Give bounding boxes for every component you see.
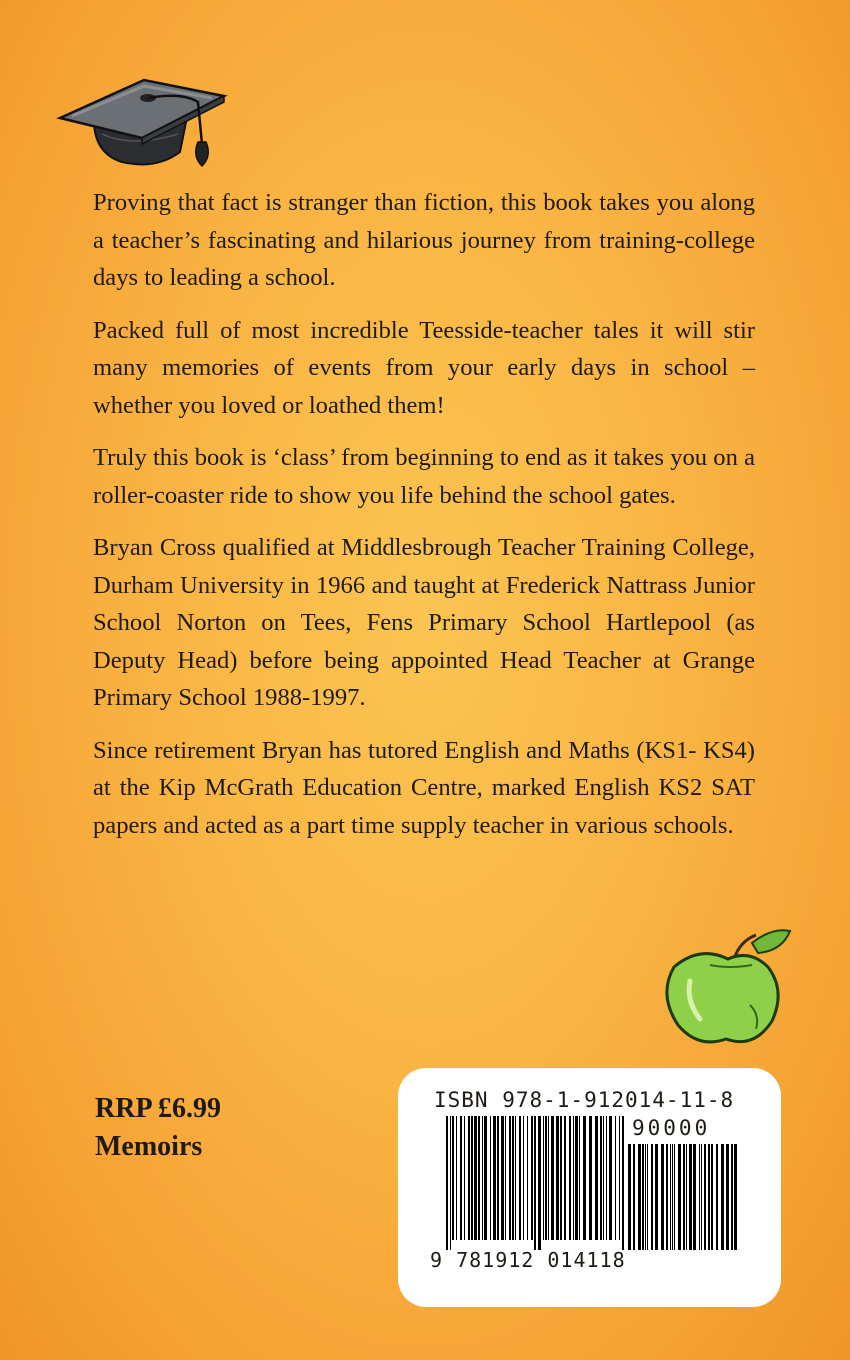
barcode-bar [564,1116,566,1240]
blurb-paragraph-1: Proving that fact is stranger than fiction, this book takes you along a teacher’s fascinating and hilarious journey from training-college days to leading a school. [93,189,755,291]
barcode-bar [672,1144,673,1250]
barcode-bar [464,1116,465,1240]
barcode-bar [484,1116,487,1240]
genre-label: Memoirs [95,1131,203,1162]
barcode-bar [615,1116,616,1240]
barcode-bar [512,1116,514,1240]
barcode-bar [655,1144,658,1250]
barcode-bar [622,1116,624,1250]
barcode-bar [661,1144,664,1250]
apple-icon [660,925,792,1053]
blurb-paragraph-3: Truly this book is ‘class’ from beginning to end as it takes you on a roller-coaster ride to show you life behind the school gates. [93,444,755,509]
barcode-bar [575,1116,578,1240]
barcode-bar [452,1116,454,1240]
barcode-bar [689,1144,692,1250]
barcode-bar [619,1116,620,1240]
barcode-bar [482,1116,483,1240]
barcode-bar [670,1144,671,1250]
barcode-bar [645,1144,646,1250]
barcode-bar [638,1144,641,1250]
barcode-bar [683,1144,685,1250]
barcode-bar [674,1144,675,1250]
rrp-price: RRP £6.99 [95,1093,221,1124]
barcode-bar [628,1144,631,1250]
barcode-bar [699,1144,700,1250]
barcode-bar [609,1116,612,1240]
barcode-bar [704,1144,706,1250]
addon-barcode [628,1144,740,1250]
barcode-bar [468,1116,470,1240]
barcode-panel [398,1068,781,1307]
barcode-bar [633,1144,635,1250]
barcode-bar [497,1116,499,1240]
barcode-bar [708,1144,710,1250]
ean-barcode [446,1116,626,1250]
barcode-bar [716,1144,718,1250]
barcode-bar [545,1116,547,1240]
barcode-bar [474,1116,477,1240]
barcode-bar [606,1116,607,1240]
barcode-bar [642,1144,644,1250]
barcode-bar [501,1116,504,1240]
barcode-bar [493,1116,496,1240]
barcode-bar [701,1144,702,1250]
barcode-bar [538,1116,541,1250]
barcode-bar [579,1116,580,1240]
barcode-bar [460,1116,462,1240]
barcode-bar [589,1116,592,1240]
barcode-bar [651,1144,653,1250]
barcode-bar [726,1144,729,1250]
barcode-bar [666,1144,668,1250]
barcode-bar [523,1116,524,1240]
barcode-bar [534,1116,536,1250]
barcode-bar [509,1116,511,1240]
barcode-bar [531,1116,533,1240]
barcode-bar [515,1116,516,1240]
barcode-bar [446,1116,448,1250]
barcode-bar [711,1144,713,1250]
barcode-bar [456,1116,457,1240]
barcode-bar [527,1116,528,1240]
barcode-bar [678,1144,681,1250]
barcode-bar [519,1116,521,1240]
barcode-bar [693,1144,696,1250]
blurb-text [93,184,755,859]
barcode-bar [543,1116,544,1240]
barcode-bar [734,1144,737,1250]
barcode-bar [478,1116,480,1240]
author-bio-paragraph: Bryan Cross qualified at Middlesbrough Teacher Training College, Durham University in 1966 and taught at Frederick Nattrass Junior School Norton on Tees, Fens Primary School Hartlepool (as Deputy Head) before being appointed Head Teacher at Grange Primary School 1988-1997. [93,534,755,711]
barcode-bar [569,1116,571,1240]
price-addon-number: 90000 [632,1116,711,1140]
barcode-bar [686,1144,687,1250]
barcode-bar [603,1116,604,1240]
barcode-bar [560,1116,562,1240]
barcode-bar [551,1116,554,1240]
barcode-bar [721,1144,724,1250]
barcode-bar [647,1144,648,1250]
ean-number: 9 781912 014118 [430,1248,626,1272]
author-retirement-paragraph: Since retirement Bryan has tutored English and Maths (KS1- KS4) at the Kip McGrath Education Centre, marked English KS2 SAT papers and acted as a part time supply teacher in various schools. [93,736,755,839]
barcode-bar [583,1116,586,1240]
barcode-bar [505,1116,506,1240]
barcode-bar [471,1116,473,1240]
barcode-bar [548,1116,549,1240]
price-block [95,1090,221,1166]
barcode-bar [573,1116,574,1240]
barcode-bar [595,1116,598,1240]
blurb-paragraph-2: Packed full of most incredible Teesside-teacher tales it will stir many memories of events from your early days in school – whether you loved or loathed them! [93,316,755,419]
barcode-bar [450,1116,451,1250]
barcode-bar [731,1144,733,1250]
barcode-bar [556,1116,559,1240]
isbn-label: ISBN 978-1-912014-11-8 [434,1088,735,1112]
graduation-cap-icon [52,52,232,182]
barcode-bar [600,1116,602,1240]
barcode-bar [490,1116,491,1240]
